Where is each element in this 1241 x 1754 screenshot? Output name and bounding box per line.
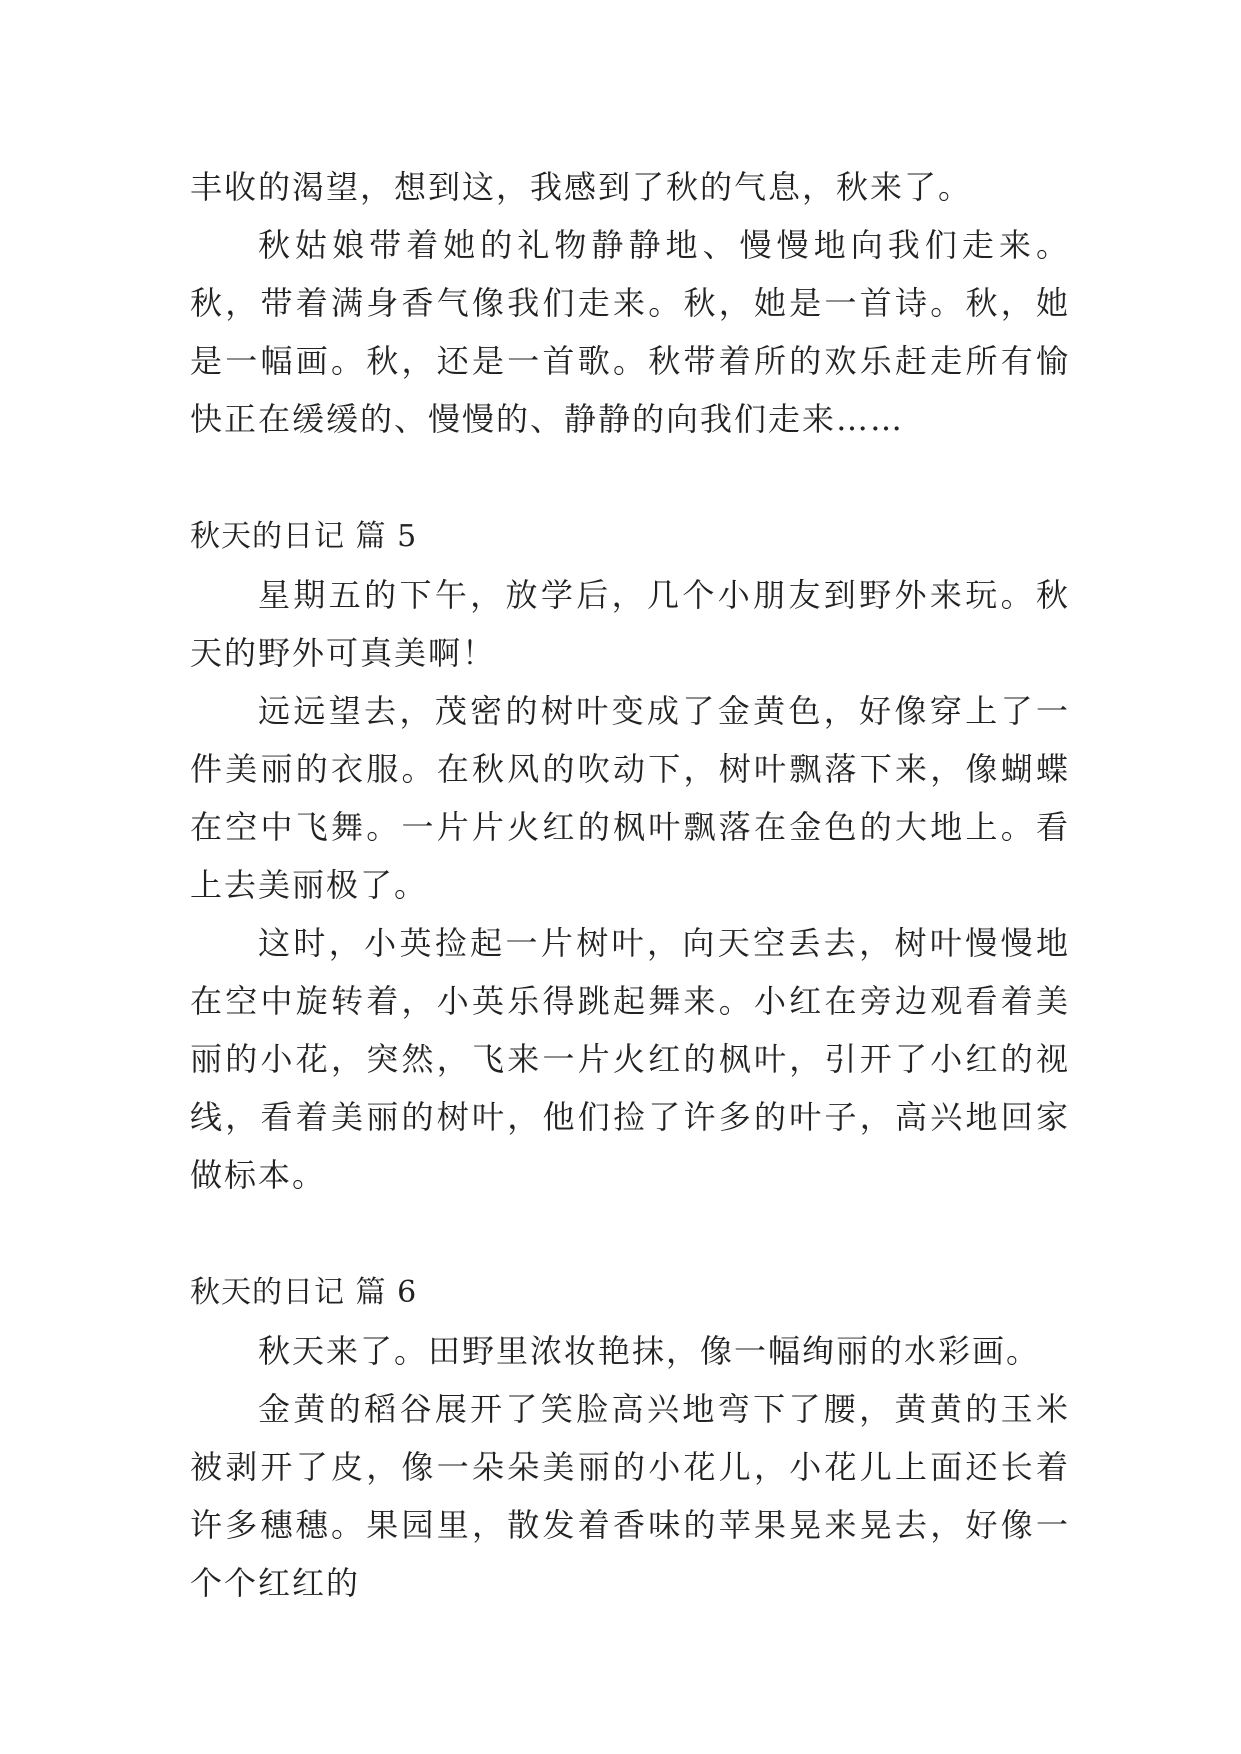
document-body	[190, 158, 1070, 1612]
section-heading-6: 秋天的日记 篇 6	[190, 1275, 418, 1310]
paragraph: 远远望去，茂密的树叶变成了金黄色，好像穿上了一件美丽的衣服。在秋风的吹动下，树叶飘落下来，像蝴蝶在空中飞舞。一片片火红的枫叶飘落在金色的大地上。看上去美丽极了。	[190, 692, 1070, 904]
paragraph: 秋天来了。田野里浓妆艳抹，像一幅绚丽的水彩画。	[258, 1332, 1041, 1370]
paragraph: 这时，小英捡起一片树叶，向天空丢去，树叶慢慢地在空中旋转着，小英乐得跳起舞来。小红在旁边观看着美丽的小花，突然，飞来一片火红的枫叶，引开了小红的视线，看着美丽的树叶，他们捡了许多的叶子，高兴地回家做标本。	[190, 924, 1070, 1194]
paragraph-continuation: 丰收的渴望，想到这，我感到了秋的气息，秋来了。	[190, 168, 973, 206]
section-heading-5: 秋天的日记 篇 5	[190, 519, 418, 554]
paragraph: 秋姑娘带着她的礼物静静地、慢慢地向我们走来。秋，带着满身香气像我们走来。秋，她是一首诗。秋，她是一幅画。秋，还是一首歌。秋带着所的欢乐赶走所有愉快正在缓缓的、慢慢的、静静的向我们走来……	[190, 226, 1070, 438]
paragraph: 星期五的下午，放学后，几个小朋友到野外来玩。秋天的野外可真美啊！	[190, 576, 1070, 672]
paragraph: 金黄的稻谷展开了笑脸高兴地弯下了腰，黄黄的玉米被剥开了皮，像一朵朵美丽的小花儿，小花儿上面还长着许多穗穗。果园里，散发着香味的苹果晃来晃去，好像一个个红红的	[190, 1390, 1070, 1602]
